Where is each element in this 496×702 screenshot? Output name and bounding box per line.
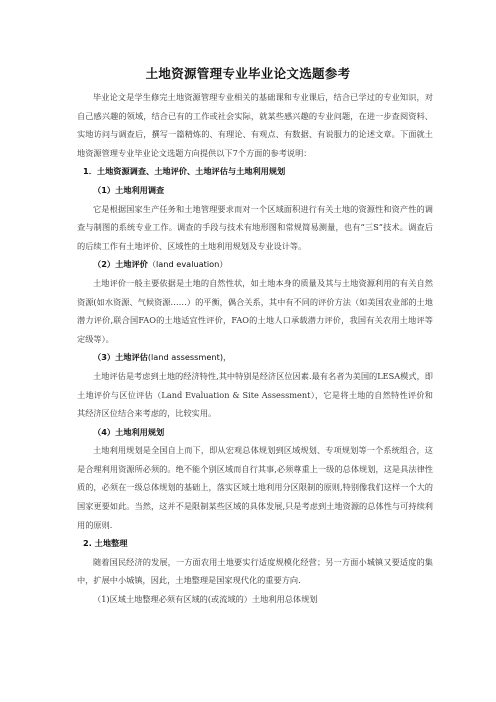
subsection-1-3-heading bbox=[77, 348, 433, 367]
subsection-1-3-title: （3）土地评估 bbox=[93, 352, 148, 363]
section-2-body: 随着国民经济的发展，一方面农用土地要实行适度规模化经营；另一方面小城镇又要适度的集中，扩展中小城镇，因此，土地整理是国家现代化的重要方向. bbox=[77, 556, 433, 586]
subsection-1-3-body: 土地评估是考虑到土地的经济特性,其中特别是经济区位因素.最有名者为美国的LESA模式，即土地评价与区位评估（Land Evaluation & Site Assessment），它是将土地的自然特性评价和其经济区位结合来考虑的，比较实用。 bbox=[77, 370, 433, 419]
section-2-heading: 2. 土地整理 bbox=[83, 538, 128, 549]
subsection-1-1-heading: （1）土地利用调查 bbox=[93, 184, 165, 195]
section-1-heading: 1．土地资源调查、土地评价、土地评估与土地利用规划 bbox=[83, 166, 286, 177]
subsection-1-1-body: 它是根据国家生产任务和土地管理要求而对一个区域面积进行有关土地的资源性和资产性的调查与制图的系统专业工作。调查的手段与技术有地形图和常规简易测量，也有“三S”技术。调查后的后续工作有土地评价、区域性的土地利用规划及专业设计等。 bbox=[77, 203, 433, 251]
subsection-1-2-heading bbox=[77, 255, 433, 274]
subsection-1-3-english: (land assessment)， bbox=[147, 352, 232, 363]
subsection-1-2-body: 土地评价一般主要依据是土地的自然性状，如土地本身的质量及其与土地资源利用的有关自然资源(如水资源、气候资源……）的平衡，偶合关系，其中有不同的评价方法（如美国农业部的土地潜力评价,联合国FAO的土地适宜性评价，FAO的土地人口承载潜力评价，我国有关农用土地评等定级等）。 bbox=[77, 277, 433, 344]
subsection-1-4-body: 土地利用规划是全国自上而下，即从宏观总体规划到区域规划、专项规划等一个系统组合，这是合理利用资源所必须的。绝不能个别区域而自行其事,必须尊重上一级的总体规划，这是具法律性质的，必须在一级总体规划的基础上，落实区域土地利用分区限制的原则,特别像我们这样一个大的国家更要如此。当然，这并不是限制某些区域的具体发展,只是考虑到土地资源的总体性与可持续利用的原则. bbox=[77, 445, 433, 530]
document-title: 土地资源管理专业毕业论文选题参考 bbox=[145, 66, 351, 81]
subsection-1-4-heading: （4）土地利用规划 bbox=[93, 426, 165, 437]
subsection-1-2-english: （land evaluation） bbox=[147, 259, 228, 270]
section-2-item-1: （1)区域土地整理必须有区域的(或流域的）土地利用总体规划 bbox=[93, 594, 318, 605]
subsection-1-2-title: （2）土地评价 bbox=[93, 259, 148, 270]
document-body bbox=[77, 88, 433, 609]
intro-paragraph: 毕业论文是学生修完土地资源管理专业相关的基础课和专业课后，结合已学过的专业知识，对自己感兴趣的领域，结合已有的工作或社会实际，就某些感兴趣的专业问题，在进一步查阅资料、实地访问与调查后，撰写一篇精炼的、有理论、有观点、有数据、有说服力的论述文章。下面就土地资源管理专业毕业论文选题方向提供以下7个方面的参考说明： bbox=[77, 92, 433, 158]
